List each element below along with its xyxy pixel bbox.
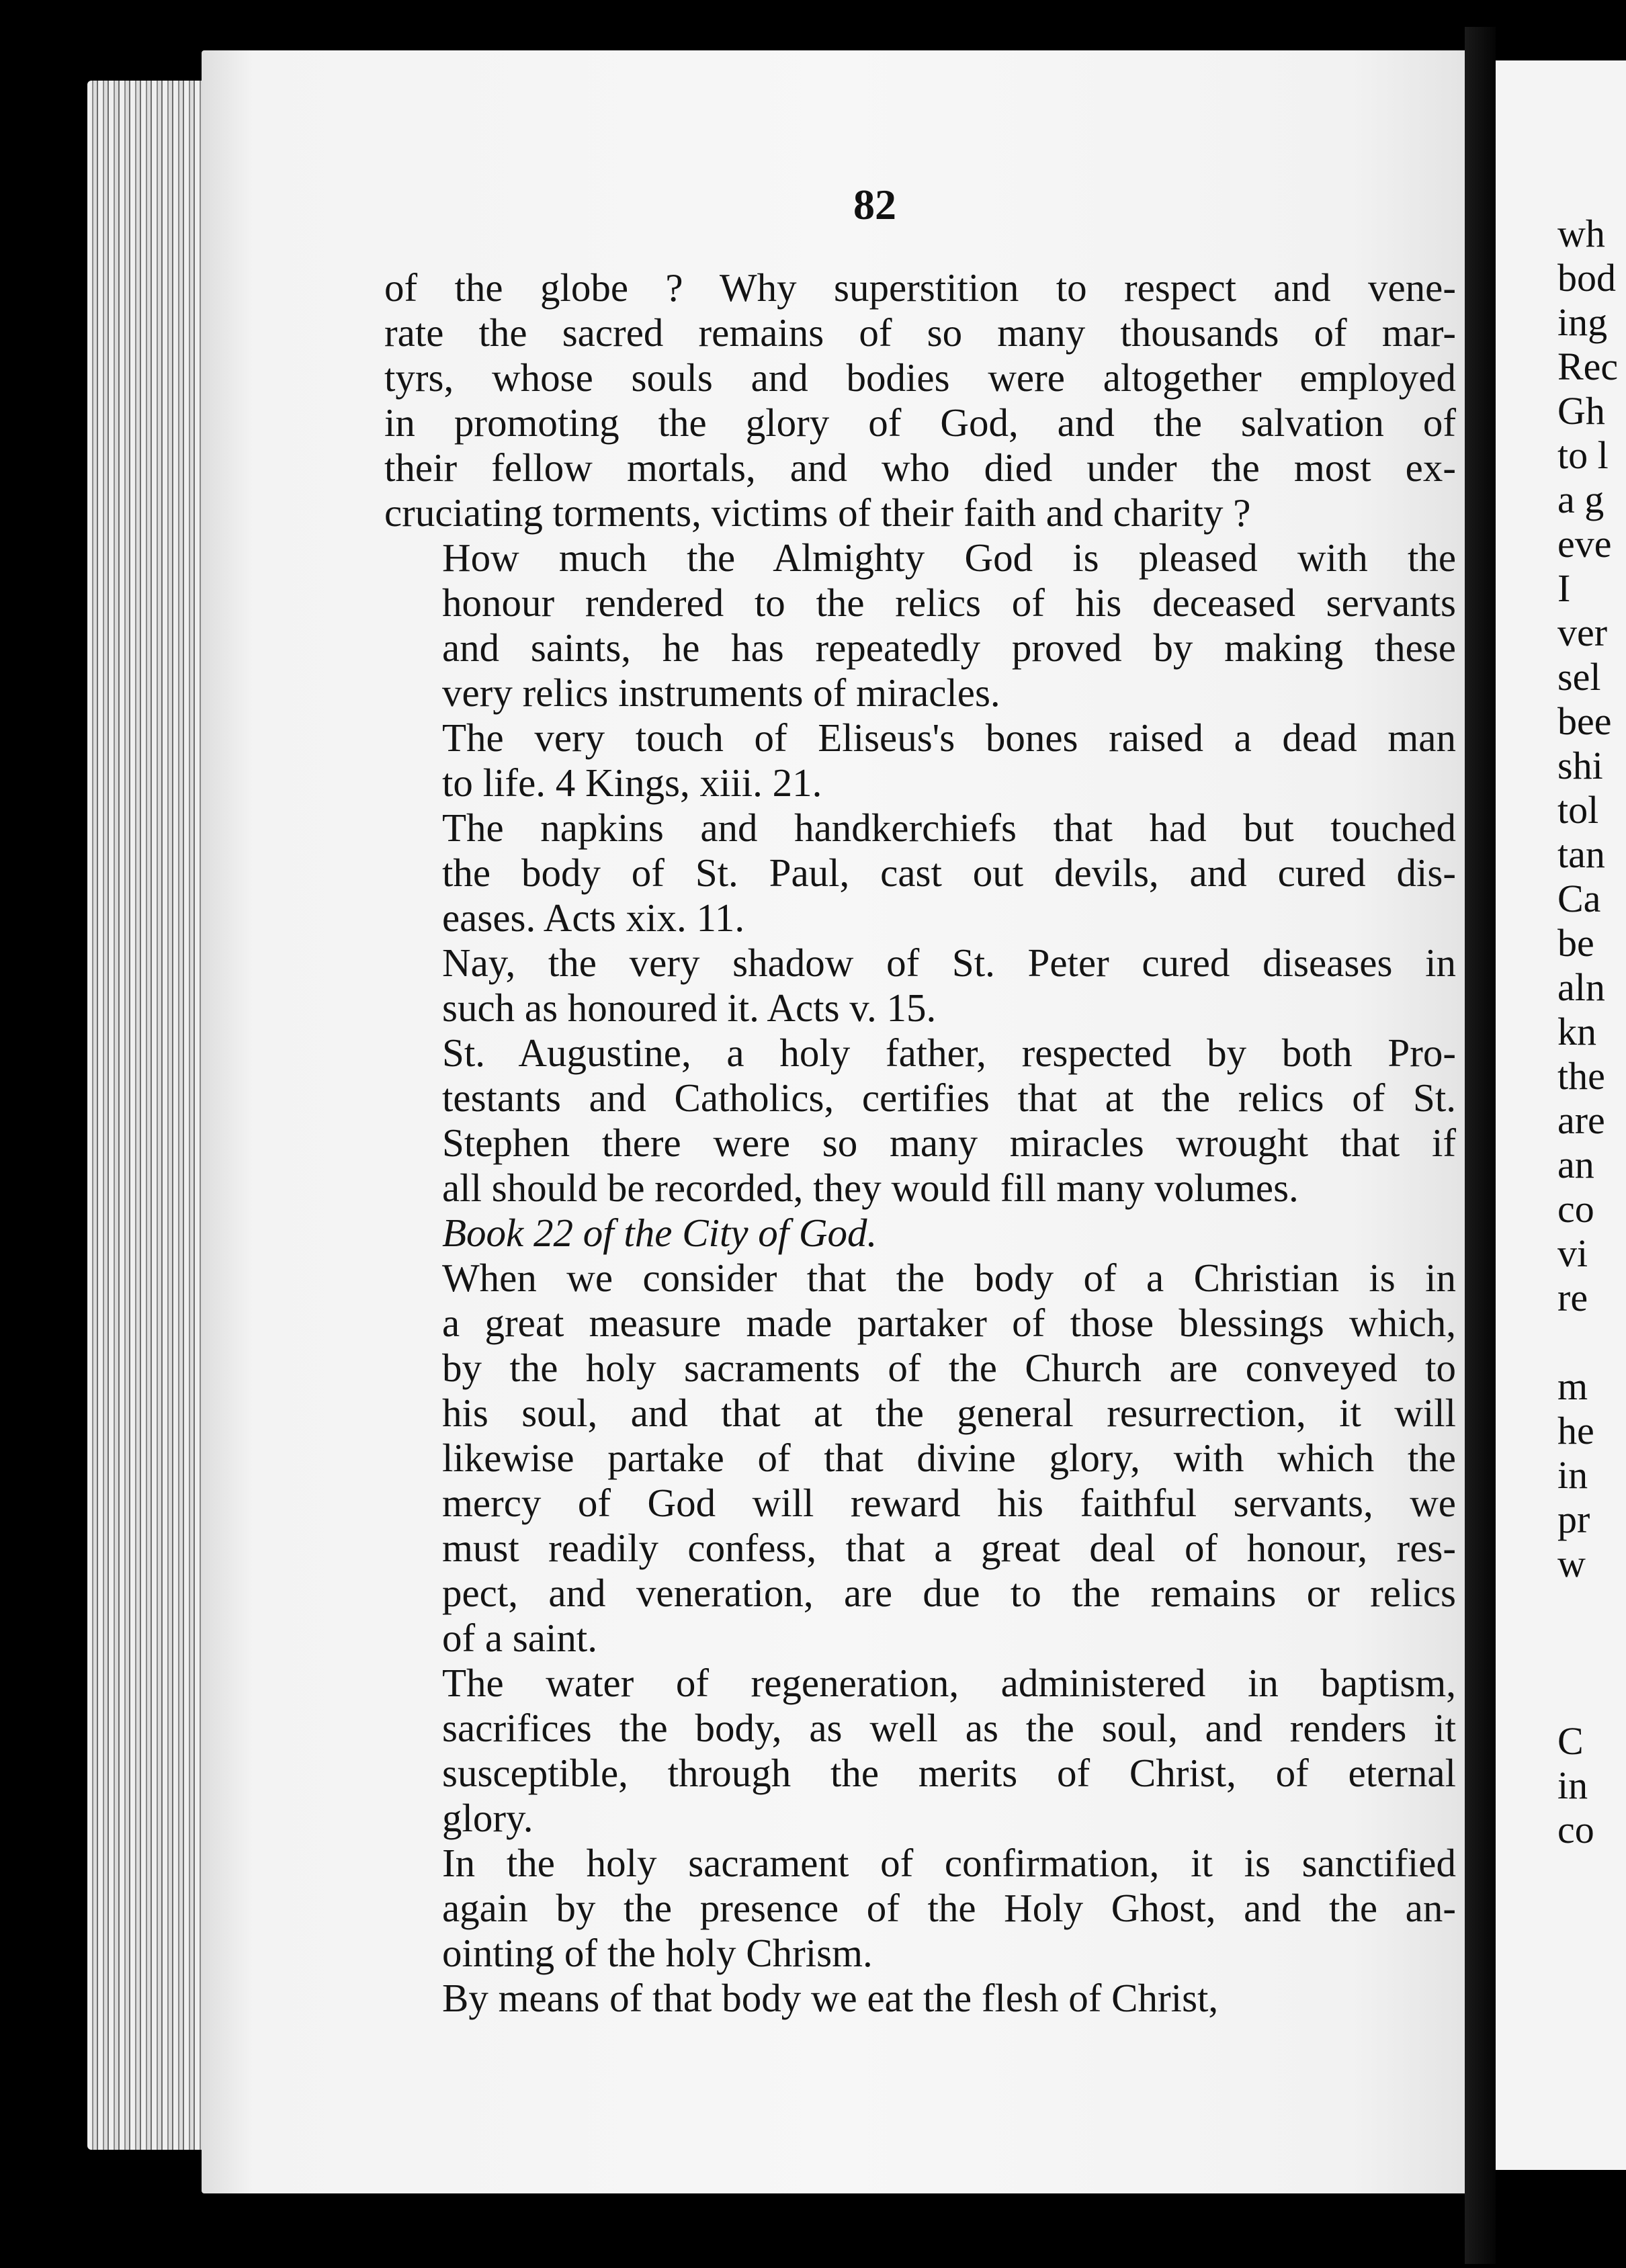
next-page-fragment: wh	[1557, 212, 1605, 255]
text-line: susceptible, through the merits of Christ, of eternal	[442, 1751, 1456, 1795]
text-line: in promoting the glory of God, and the salvation of	[384, 400, 1456, 445]
next-page-edge	[1496, 60, 1626, 2170]
paragraph	[384, 1031, 1456, 1256]
text-line: likewise partake of that divine glory, with which the	[442, 1436, 1456, 1480]
next-page-fragment: ver	[1557, 611, 1608, 654]
next-page-fragment: bod	[1557, 256, 1616, 300]
text-line: By means of that body we eat the flesh of Christ,	[442, 1976, 1219, 2020]
citation-italic: Book 22 of the City of God.	[442, 1211, 878, 1255]
next-page-fragment: co	[1557, 1808, 1594, 1851]
next-page-fragment: Ca	[1557, 877, 1601, 920]
text-line: very relics instruments of miracles.	[442, 670, 1000, 715]
text-line: by the holy sacraments of the Church are conveyed to	[442, 1346, 1456, 1390]
next-page-fragment: in	[1557, 1763, 1588, 1807]
next-page-fragment: are	[1557, 1098, 1605, 1142]
next-page-fragment	[1496, 1320, 1626, 1364]
next-page-fragment: tol	[1557, 788, 1599, 832]
text-line: of a saint.	[442, 1616, 598, 1660]
paragraph	[384, 941, 1456, 1031]
text-line: The very touch of Eliseus's bones raised a dead man	[442, 715, 1456, 760]
next-page-fragment	[1496, 1675, 1626, 1719]
book-gutter	[1465, 27, 1496, 2264]
next-page-fragment: eve	[1557, 522, 1612, 566]
text-line: the body of St. Paul, cast out devils, and cured dis-	[442, 850, 1456, 895]
text-line: must readily confess, that a great deal of honour, res-	[442, 1526, 1456, 1570]
text-line: rate the sacred remains of so many thousands of mar-	[384, 310, 1456, 355]
text-line: ointing of the holy Chrism.	[442, 1931, 873, 1975]
paragraph	[384, 1976, 1456, 2021]
next-page-fragment: C	[1557, 1719, 1584, 1763]
text-line: eases. Acts xix. 11.	[442, 896, 745, 940]
next-page-fragment: the	[1557, 1054, 1605, 1098]
next-page-fragment: ing	[1557, 300, 1608, 344]
paragraph	[384, 265, 1456, 535]
next-page-fragment: pr	[1557, 1497, 1590, 1541]
next-page-fragment: vi	[1557, 1231, 1588, 1275]
next-page-fragment: w	[1557, 1542, 1586, 1585]
text-line: testants and Catholics, certifies that at the relics of St.	[442, 1076, 1456, 1120]
next-page-fragment: tan	[1557, 832, 1605, 876]
next-page-fragment	[1496, 1630, 1626, 1675]
body-text	[384, 265, 1456, 2021]
text-line: to life. 4 Kings, xiii. 21.	[442, 760, 822, 805]
text-line: his soul, and that at the general resurrection, it will	[442, 1391, 1456, 1435]
text-line: glory.	[442, 1796, 533, 1840]
paragraph	[384, 1661, 1456, 1841]
text-line: The water of regeneration, administered in baptism,	[442, 1661, 1456, 1705]
text-line: When we consider that the body of a Christian is in	[442, 1256, 1456, 1300]
next-page-fragment	[1496, 1586, 1626, 1630]
text-line: cruciating torments, victims of their faith and charity ?	[384, 490, 1251, 535]
text-line: their fellow mortals, and who died under the most ex-	[384, 445, 1456, 490]
text-line: such as honoured it. Acts v. 15.	[442, 986, 937, 1030]
next-page-fragment: be	[1557, 921, 1594, 965]
paragraph	[384, 535, 1456, 715]
text-line: and saints, he has repeatedly proved by making these	[442, 625, 1456, 670]
paragraph	[384, 805, 1456, 941]
page-edges	[87, 81, 215, 2150]
next-page-fragment: in	[1557, 1453, 1588, 1497]
text-line: a great measure made partaker of those blessings which,	[442, 1301, 1456, 1345]
next-page-fragment: he	[1557, 1409, 1594, 1452]
next-page-fragment: co	[1557, 1187, 1594, 1231]
text-line: Stephen there were so many miracles wrought that if	[442, 1121, 1456, 1165]
next-page-fragment: kn	[1557, 1010, 1596, 1053]
text-line: tyrs, whose souls and bodies were altogether employed	[384, 355, 1456, 400]
text-line: of the globe ? Why superstition to respect and vene-	[384, 265, 1456, 310]
next-page-fragment: sel	[1557, 655, 1601, 699]
next-page-fragment: aln	[1557, 965, 1605, 1009]
text-line: sacrifices the body, as well as the soul, and renders it	[442, 1706, 1456, 1750]
next-page-fragment: m	[1557, 1364, 1588, 1408]
text-line: St. Augustine, a holy father, respected by both Pro-	[442, 1031, 1456, 1075]
text-line: mercy of God will reward his faithful servants, we	[442, 1481, 1456, 1525]
page-number: 82	[853, 181, 896, 228]
next-page-fragment: shi	[1557, 744, 1603, 787]
text-line: In the holy sacrament of confirmation, it is sanctified	[442, 1841, 1456, 1885]
paragraph	[384, 715, 1456, 805]
text-line: honour rendered to the relics of his deceased servants	[442, 580, 1456, 625]
next-page-fragment: a g	[1557, 478, 1604, 521]
next-page-fragment: Gh	[1557, 389, 1605, 433]
text-line: again by the presence of the Holy Ghost, and the an-	[442, 1886, 1456, 1930]
next-page-fragment: Rec	[1557, 345, 1619, 388]
next-page-fragment: I	[1557, 566, 1571, 610]
paragraph	[384, 1841, 1456, 1976]
text-line: pect, and veneration, are due to the remains or relics	[442, 1571, 1456, 1615]
next-page-fragment: re	[1557, 1276, 1588, 1319]
next-page-fragment: bee	[1557, 699, 1612, 743]
text-line: The napkins and handkerchiefs that had but touched	[442, 805, 1456, 850]
text-line: How much the Almighty God is pleased with the	[442, 535, 1456, 580]
next-page-fragment: an	[1557, 1143, 1594, 1186]
paragraph	[384, 1256, 1456, 1661]
text-line: Nay, the very shadow of St. Peter cured diseases in	[442, 941, 1456, 985]
next-page-fragment: to l	[1557, 433, 1609, 477]
text-line: all should be recorded, they would fill many volumes.	[442, 1166, 1299, 1210]
